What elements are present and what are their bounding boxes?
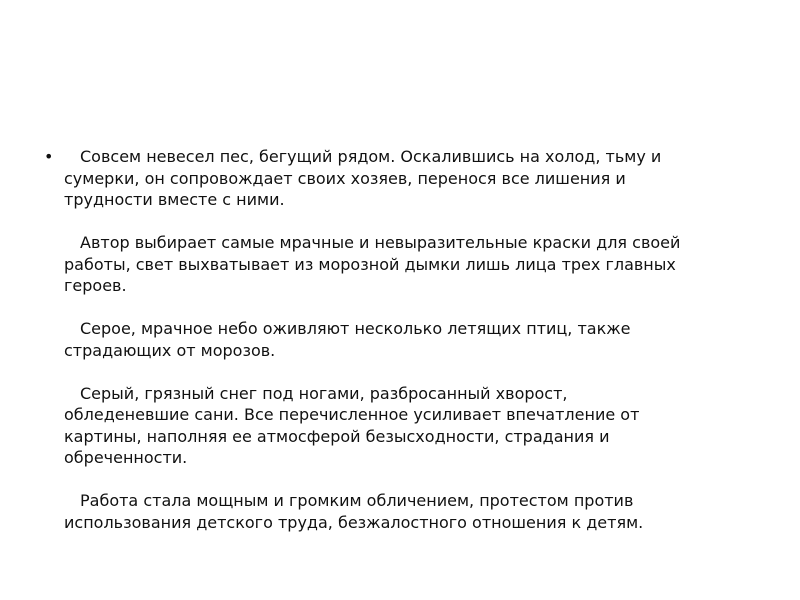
text-line: страдающих от морозов. [64,340,276,360]
text-line: героев. [64,276,127,295]
text-line: Серый, грязный снег под ногами, разбросанный хворост, [80,383,568,403]
text-line: обреченности. [64,448,188,467]
paragraph-sky [64,318,776,361]
paragraph-conclusion [64,490,776,533]
text-line: трудности вместе с ними. [64,190,285,209]
text-line: Совсем невесел пес, бегущий рядом. Оскалившись на холод, тьму и [80,147,662,166]
text-line: обледеневшие сани. Все перечисленное усиливает впечатление от [64,405,640,424]
text-line: Автор выбирает самые мрачные и невыразительные краски для своей [80,233,681,252]
text-line: картины, наполняя ее атмосферой безысходности, страдания и [64,426,610,446]
text-line: Работа стала мощным и громким обличением, протестом против [80,491,634,510]
slide-body [36,146,776,533]
text-line: использования детского труда, безжалостного отношения к детям. [64,512,644,532]
paragraph-colors [64,232,776,297]
paragraph-dog [64,146,776,211]
text-line: Серое, мрачное небо оживляют несколько летящих птиц, также [80,319,631,338]
bullet-item [36,146,776,533]
paragraph-snow [64,383,776,469]
text-line: работы, свет выхватывает из морозной дымки лишь лица трех главных [64,254,676,274]
text-line: сумерки, он сопровождает своих хозяев, перенося все лишения и [64,168,626,188]
bullet-icon: • [44,147,54,166]
